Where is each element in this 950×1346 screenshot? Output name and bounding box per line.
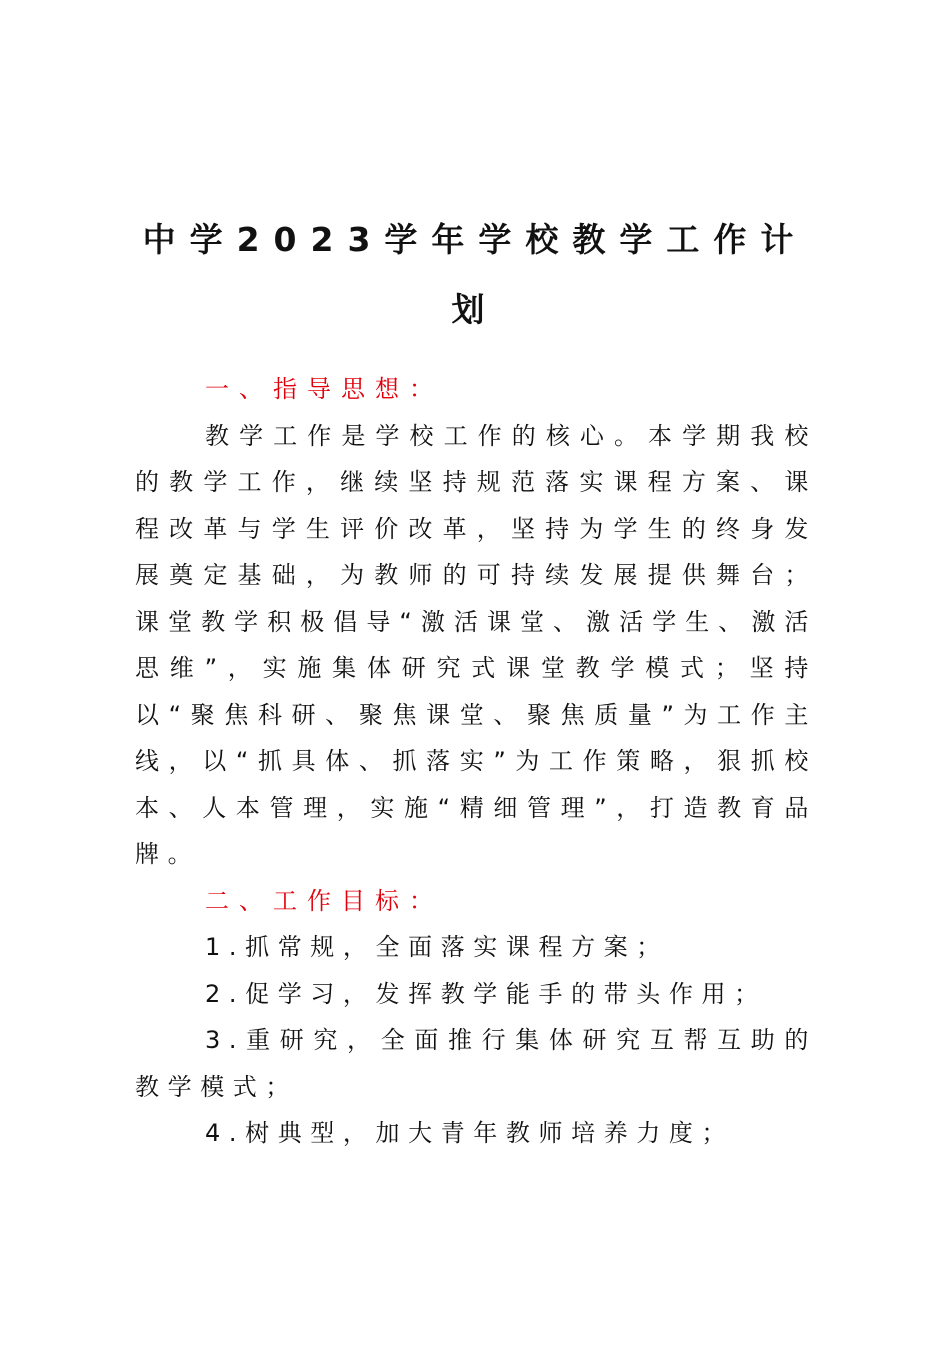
document-body — [135, 366, 817, 1157]
goal-item-4: 4.树典型，加大青年教师培养力度； — [205, 1119, 735, 1147]
goal-item-1: 1.抓常规，全面落实课程方案； — [205, 933, 669, 961]
goal-item-2: 2.促学习，发挥教学能手的带头作用； — [205, 979, 767, 1008]
section-heading-guiding-ideology: 一、指导思想： — [205, 375, 443, 403]
paragraph-guiding-ideology: 教学工作是学校工作的核心。本学期我校的教学工作，继续坚持规范落实课程方案、课程改革与学生评价改革，坚持为学生的终身发展奠定基础，为教师的可持续发展提供舞台；课堂教学积极倡导“激活课堂、激活学生、激活思维”，实施集体研究式课堂教学模式；坚持以“聚焦科研、聚焦课堂、聚焦质量”为工作主线，以“抓具体、抓落实”为工作策略，狠抓校本、人本管理，实施“精细管理”，打造教育品牌。 — [135, 421, 817, 868]
goal-item-3: 3.重研究，全面推行集体研究互帮互助的教学模式； — [135, 1026, 817, 1101]
page-title-line-2: 划 — [451, 290, 499, 329]
page-title-line-1: 中学2023学年学校教学工作计 — [142, 220, 808, 259]
section-heading-work-goals: 二、工作目标： — [205, 886, 443, 915]
